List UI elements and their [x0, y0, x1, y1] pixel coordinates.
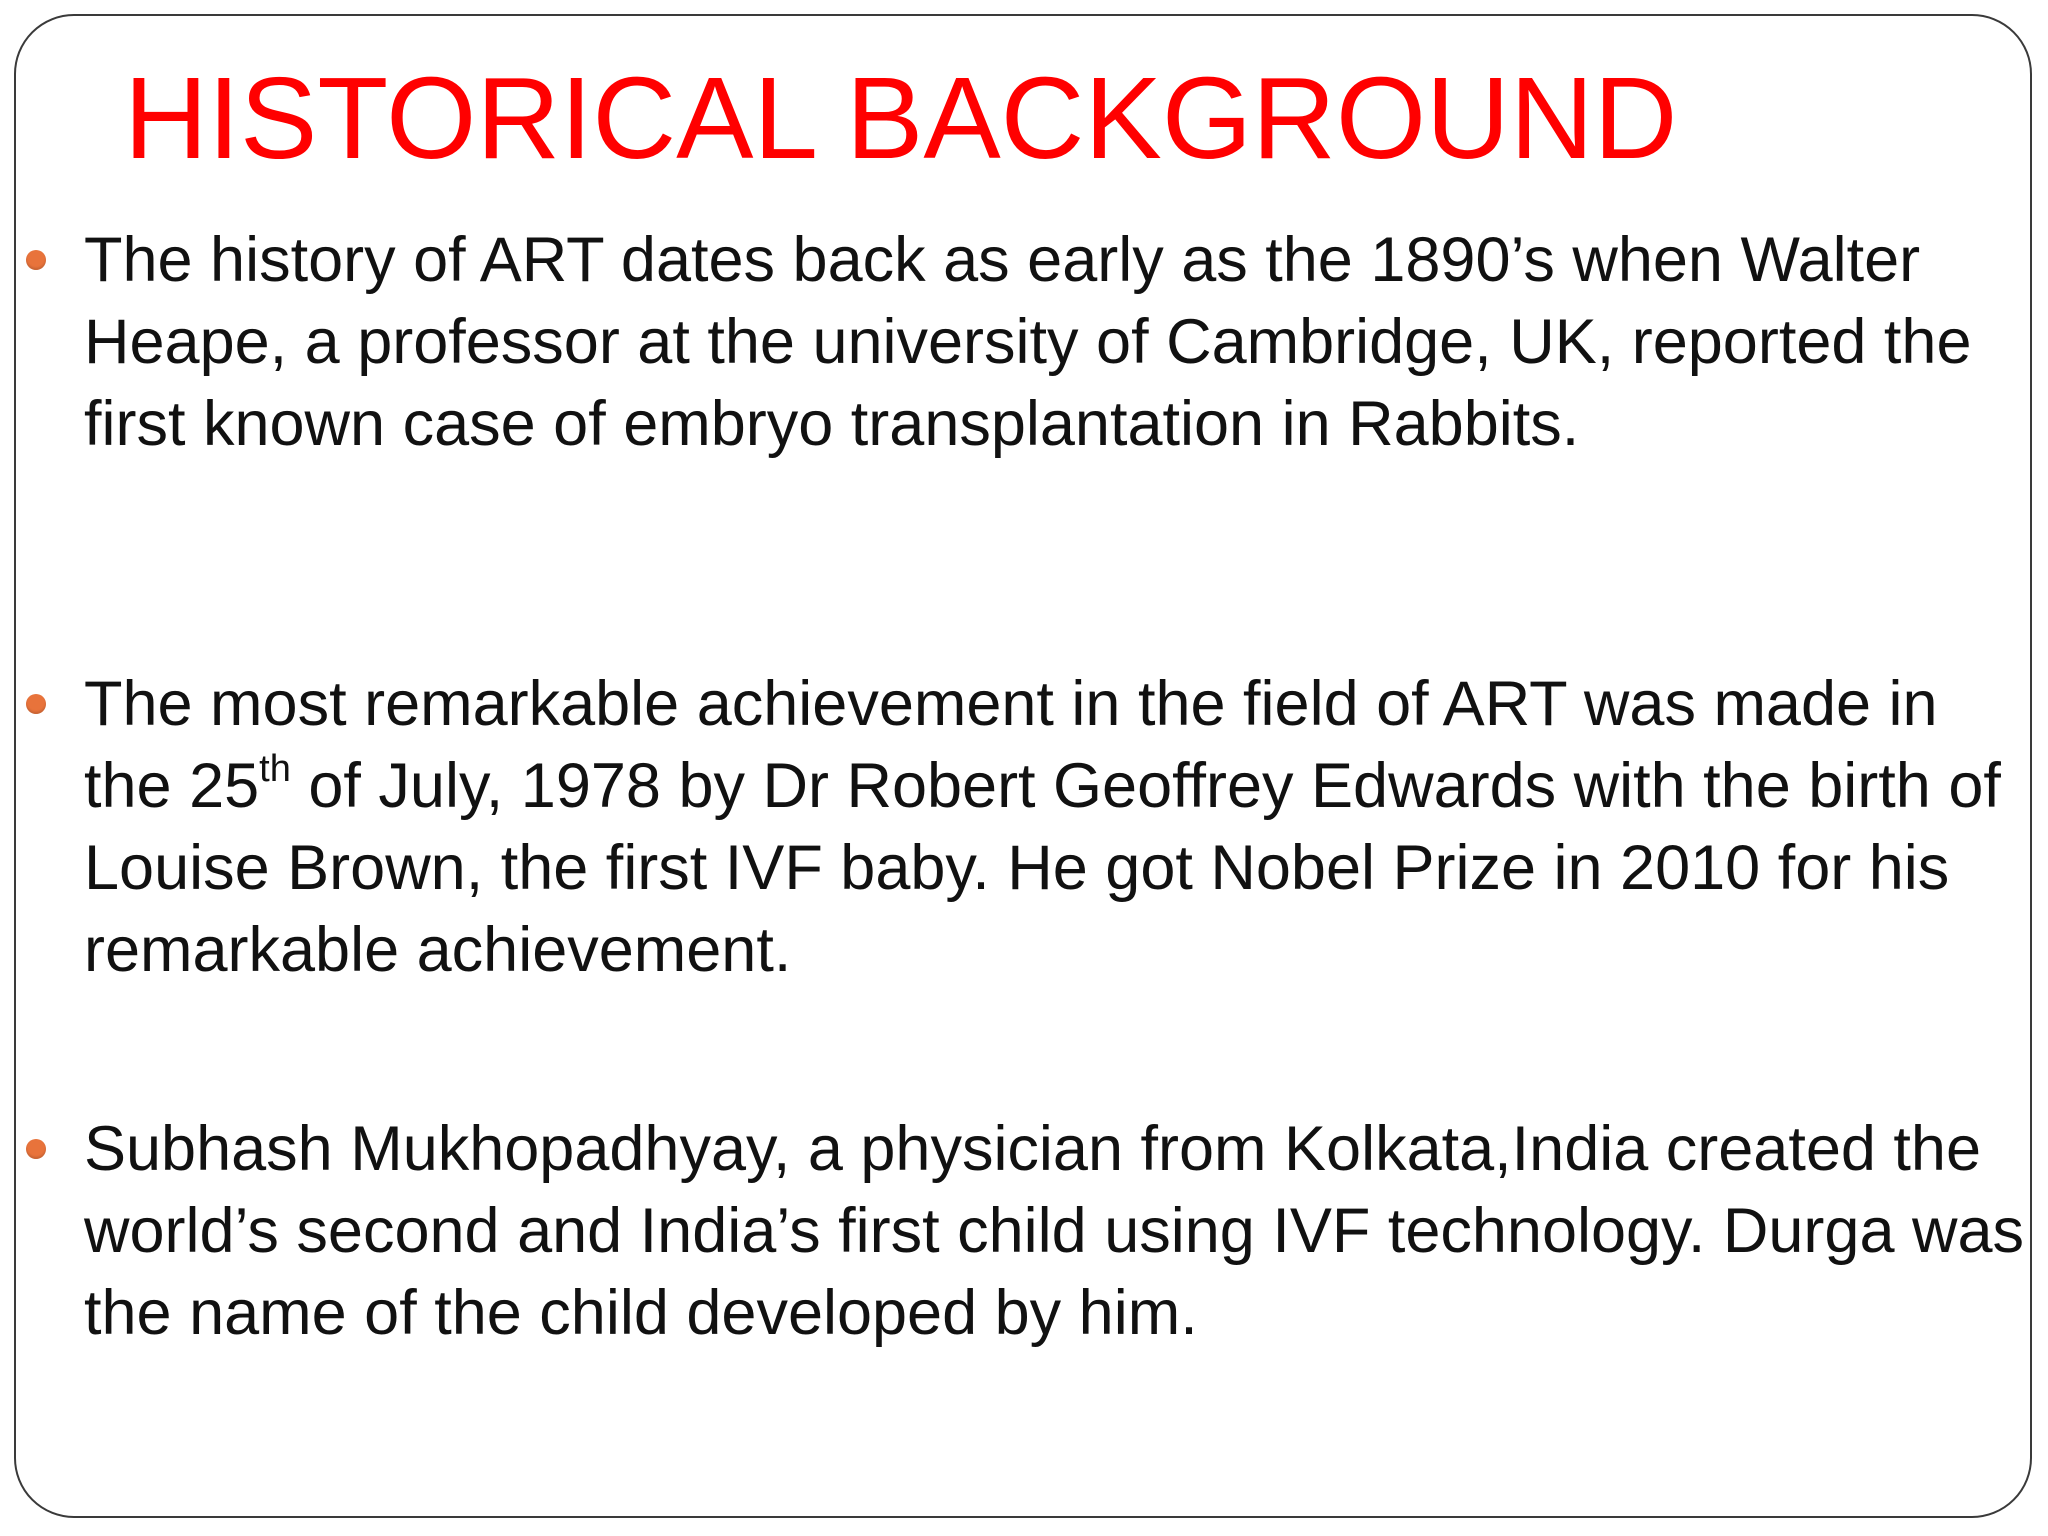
- bullet-dot-icon: [26, 1139, 46, 1159]
- bullet-dot-icon: [26, 250, 46, 270]
- bullet-item-edwards: [84, 663, 2029, 991]
- bullet-text-part: of July, 1978 by Dr Robert Geoffrey Edwards with the birth of Louise Brown, the first IVF baby. He got Nobel Prize in 2010 for his remarkable achievement.: [84, 751, 2001, 985]
- bullet-item-mukhopadhyay: [84, 1108, 2029, 1354]
- bullet-text-part: The most remarkable achievement in the field of ART was made in the 25: [84, 669, 1938, 821]
- slide-title: HISTORICAL BACKGROUND: [124, 53, 1678, 183]
- bullet-text: Subhash Mukhopadhyay, a physician from Kolkata,India created the world’s second and India’s first child using IVF technology. Durga was the name of the child developed by him.: [84, 1114, 2025, 1348]
- bullet-dot-icon: [26, 694, 46, 714]
- bullet-item-heape: [84, 219, 2029, 465]
- bullet-text: The history of ART dates back as early as the 1890’s when Walter Heape, a professor at the university of Cambridge, UK, reported the first known case of embryo transplantation in Rabbits.: [84, 225, 1972, 459]
- bullet-text: [84, 663, 2029, 991]
- ordinal-suffix: th: [259, 748, 291, 790]
